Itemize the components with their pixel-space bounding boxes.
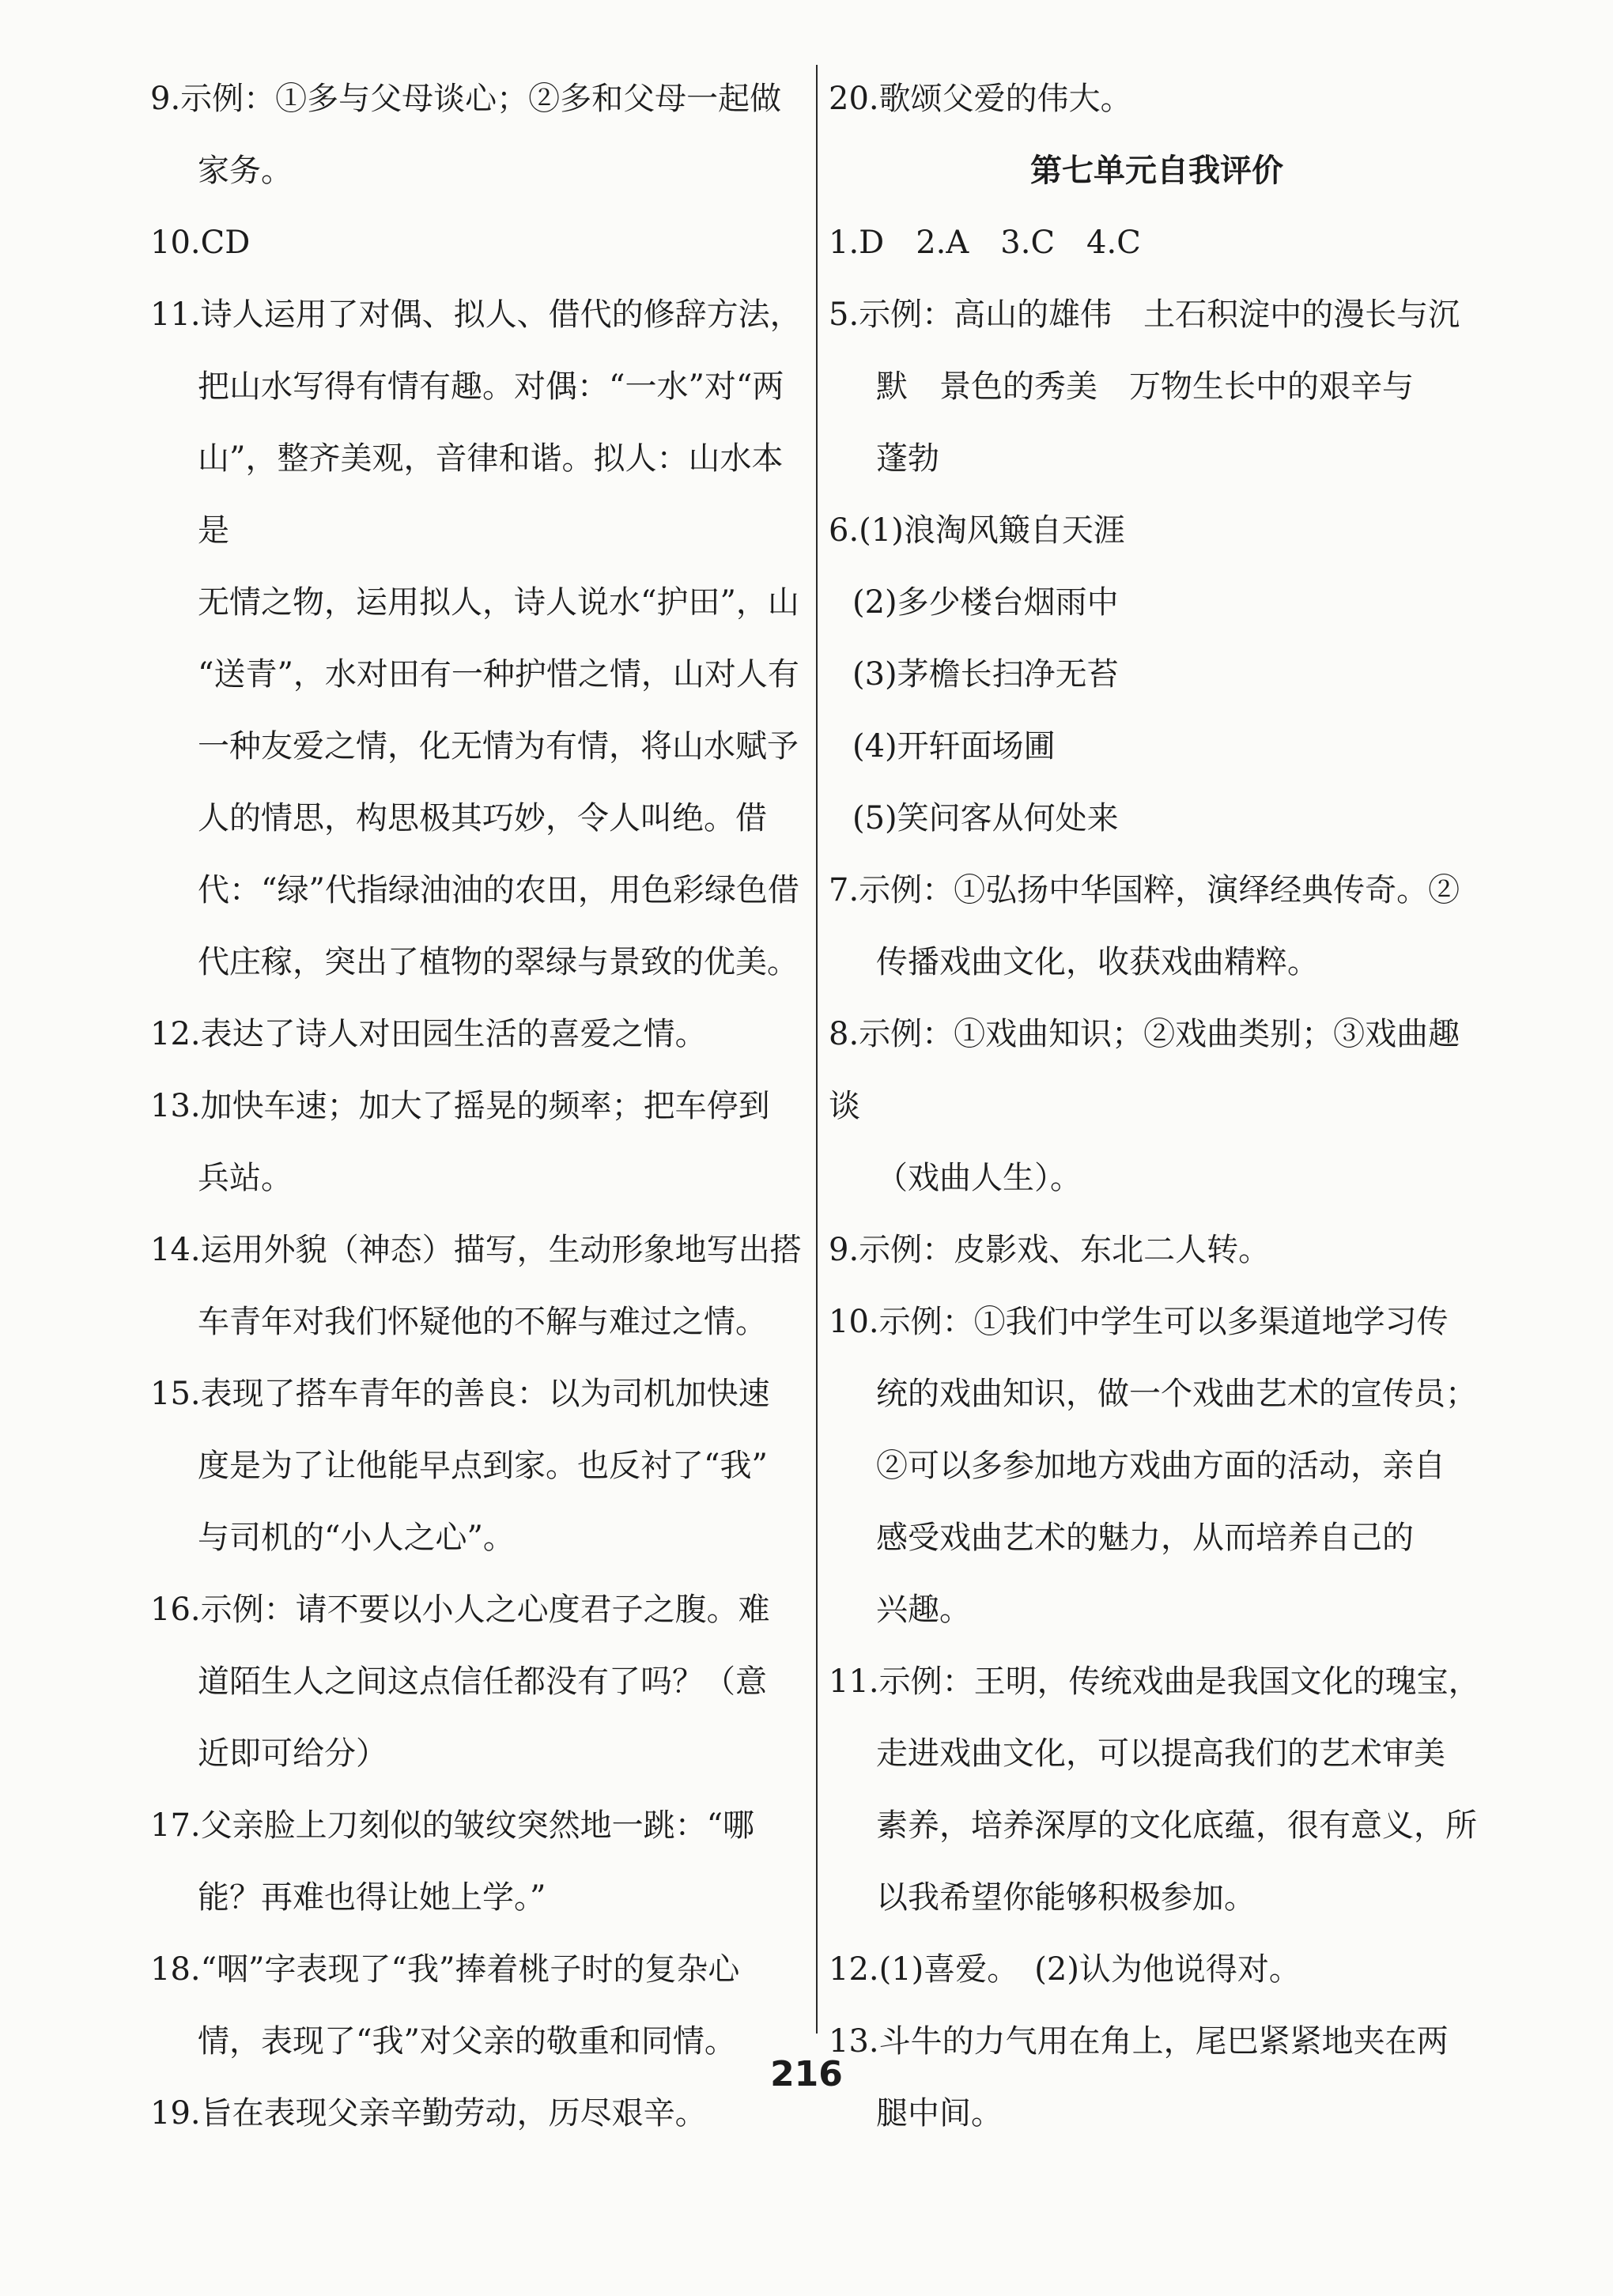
answer-item: 10.CD xyxy=(150,225,251,261)
answer-item-continued: 腿中间。 xyxy=(876,2095,1003,2132)
answer-item-continued: “送青”，水对田有一种护惜之情，山对人有 xyxy=(198,656,799,693)
column-divider xyxy=(816,65,818,2034)
answer-item: 13.加快车速；加大了摇晃的频率；把车停到 xyxy=(150,1088,770,1124)
answer-item-continued: 代庄稼，突出了植物的翠绿与景致的优美。 xyxy=(198,944,799,980)
answer-item-continued: （戏曲人生）。 xyxy=(876,1160,1082,1196)
answer-item: 10.示例：①我们中学生可以多渠道地学习传 xyxy=(829,1304,1449,1340)
answer-item: 8.示例：①戏曲知识；②戏曲类别；③戏曲趣谈 xyxy=(829,1016,1460,1124)
answer-item-continued: 与司机的“小人之心”。 xyxy=(198,1520,515,1556)
answer-item-continued: 把山水写得有情有趣。对偶：“一水”对“两 xyxy=(198,368,784,405)
left-column xyxy=(150,63,806,2150)
answer-item: 6.(1)浪淘风簸自天涯 xyxy=(829,512,1125,549)
answer-item: 12.表达了诗人对田园生活的喜爱之情。 xyxy=(150,1016,707,1052)
answer-item: 13.斗牛的力气用在角上，尾巴紧紧地夹在两 xyxy=(829,2023,1449,2060)
right-column xyxy=(829,63,1485,2150)
answer-item-continued: 代：“绿”代指绿油油的农田，用色彩绿色借 xyxy=(198,872,799,908)
answer-item: 1.D 2.A 3.C 4.C xyxy=(829,225,1141,261)
answer-item-continued: ②可以多参加地方戏曲方面的活动，亲自 xyxy=(876,1448,1445,1484)
answer-sub-item: (3)茅檐长扫净无苔 xyxy=(852,656,1119,693)
answer-item-continued: 素养，培养深厚的文化底蕴，很有意义，所 xyxy=(876,1807,1477,1844)
answer-item: 20.歌颂父爱的伟大。 xyxy=(829,81,1132,117)
answer-item: 18.“咽”字表现了“我”捧着桃子时的复杂心 xyxy=(150,1951,740,1988)
answer-item: 7.示例：①弘扬中华国粹，演绎经典传奇。② xyxy=(829,872,1460,908)
answer-item: 17.父亲脸上刀刻似的皱纹突然地一跳：“哪 xyxy=(150,1807,755,1844)
answer-item-continued: 蓬勃 xyxy=(876,440,939,477)
answer-item-continued: 默 景色的秀美 万物生长中的艰辛与 xyxy=(876,368,1414,405)
answer-item-continued: 人的情思，构思极其巧妙，令人叫绝。借 xyxy=(198,800,767,836)
answer-item-continued: 度是为了让他能早点到家。也反衬了“我” xyxy=(198,1448,768,1484)
answer-item-continued: 统的戏曲知识，做一个戏曲艺术的宣传员； xyxy=(876,1376,1477,1412)
answer-item-continued: 感受戏曲艺术的魅力，从而培养自己的 xyxy=(876,1520,1414,1556)
answer-item: 16.示例：请不要以小人之心度君子之腹。难 xyxy=(150,1592,770,1628)
answer-item-continued: 近即可给分） xyxy=(198,1735,387,1772)
answer-item-continued: 能？再难也得让她上学。” xyxy=(198,1879,546,1916)
section-title: 第七单元自我评价 xyxy=(1030,153,1283,189)
answer-item: 12.(1)喜爱。 (2)认为他说得对。 xyxy=(829,1951,1301,1988)
answer-item-continued: 一种友爱之情，化无情为有情，将山水赋予 xyxy=(198,728,799,765)
answer-item-continued: 家务。 xyxy=(198,153,293,189)
answer-item: 9.示例：①多与父母谈心；②多和父母一起做 xyxy=(150,81,782,117)
answer-item: 15.表现了搭车青年的善良：以为司机加快速 xyxy=(150,1376,770,1412)
answer-sub-item: (4)开轩面场圃 xyxy=(852,728,1056,765)
answer-sub-item: (5)笑问客从何处来 xyxy=(852,800,1119,836)
answer-item: 5.示例：高山的雄伟 土石积淀中的漫长与沉 xyxy=(829,296,1460,333)
answer-item-continued: 以我希望你能够积极参加。 xyxy=(876,1879,1256,1916)
answer-item: 11.示例：王明，传统戏曲是我国文化的瑰宝， xyxy=(829,1663,1480,1700)
answer-item-continued: 山”，整齐美观，音律和谐。拟人：山水本是 xyxy=(198,440,784,549)
answer-item-continued: 兵站。 xyxy=(198,1160,293,1196)
answer-item-continued: 兴趣。 xyxy=(876,1592,971,1628)
answer-item: 19.旨在表现父亲辛勤劳动，历尽艰辛。 xyxy=(150,2095,707,2132)
answer-item-continued: 无情之物，运用拟人，诗人说水“护田”，山 xyxy=(198,584,799,621)
answer-item: 14.运用外貌（神态）描写，生动形象地写出搭 xyxy=(150,1232,802,1268)
answer-sub-item: (2)多少楼台烟雨中 xyxy=(852,584,1119,621)
answer-item-continued: 道陌生人之间这点信任都没有了吗？（意 xyxy=(198,1663,767,1700)
answer-item-continued: 传播戏曲文化，收获戏曲精粹。 xyxy=(876,944,1319,980)
answer-item: 11.诗人运用了对偶、拟人、借代的修辞方法， xyxy=(150,296,802,333)
answer-item: 9.示例：皮影戏、东北二人转。 xyxy=(829,1232,1271,1268)
answer-item-continued: 走进戏曲文化，可以提高我们的艺术审美 xyxy=(876,1735,1445,1772)
answer-item-continued: 情，表现了“我”对父亲的敬重和同情。 xyxy=(198,2023,736,2060)
answer-item-continued: 车青年对我们怀疑他的不解与难过之情。 xyxy=(198,1304,767,1340)
page-number: 216 xyxy=(770,2054,843,2094)
